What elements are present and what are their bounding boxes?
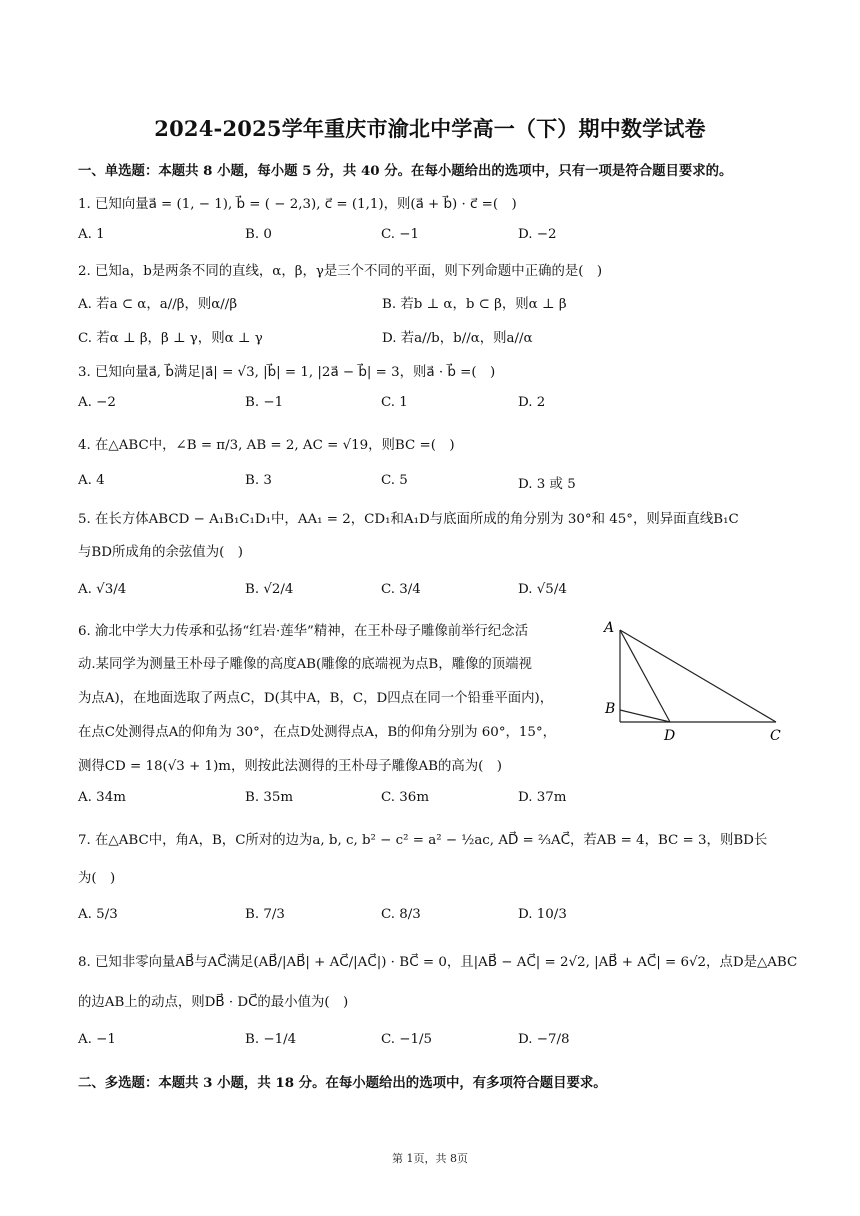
question-4-stem: 4. 在△ABC中，∠B = π/3, AB = 2, AC = √19，则BC =( ) bbox=[78, 438, 455, 453]
question-1-option-a[interactable]: A. 1 bbox=[78, 227, 105, 242]
question-1-option-c[interactable]: C. −1 bbox=[381, 227, 420, 242]
question-6-line3: 为点A)，在地面选取了两点C，D(其中A，B，C，D四点在同一个铅垂平面内)， bbox=[78, 691, 554, 706]
label-d: D bbox=[664, 728, 676, 744]
question-3-option-d[interactable]: D. 2 bbox=[518, 395, 546, 410]
question-5-option-b[interactable]: B. √2/4 bbox=[245, 582, 294, 597]
question-1-option-d[interactable]: D. −2 bbox=[518, 227, 557, 242]
question-5-options bbox=[78, 582, 798, 602]
question-2-option-b[interactable]: B. 若b ⊥ α，b ⊂ β，则α ⊥ β bbox=[382, 297, 567, 312]
question-1-option-b[interactable]: B. 0 bbox=[245, 227, 272, 242]
question-2-options-row1 bbox=[78, 293, 798, 313]
question-7-option-b[interactable]: B. 7/3 bbox=[245, 907, 285, 922]
question-6-option-d[interactable]: D. 37m bbox=[518, 790, 567, 805]
question-8-option-b[interactable]: B. −1/4 bbox=[245, 1032, 297, 1047]
question-4-options bbox=[78, 473, 798, 493]
exam-title: 2024-2025学年重庆市渝北中学高一（下）期中数学试卷 bbox=[154, 116, 706, 141]
segment-ac bbox=[620, 630, 776, 722]
question-3-option-c[interactable]: C. 1 bbox=[381, 395, 408, 410]
question-2-option-a[interactable]: A. 若a ⊂ α，a//β，则α//β bbox=[78, 297, 238, 312]
question-1-stem: 1. 已知向量a⃗ = (1, − 1), b⃗ = ( − 2,3), c⃗ = (1,1)，则(a⃗ + b⃗) · c⃗ =( ) bbox=[78, 197, 517, 212]
question-7-option-c[interactable]: C. 8/3 bbox=[381, 907, 421, 922]
question-7-stem-line1: 7. 在△ABC中，角A，B，C所对的边为a, b, c, b² − c² = a² − ½ac, AD⃗ = ⅔AC⃗，若AB = 4，BC = 3，则BD长 bbox=[78, 833, 768, 848]
question-5-option-d[interactable]: D. √5/4 bbox=[518, 582, 567, 597]
question-4-option-a[interactable]: A. 4 bbox=[78, 473, 105, 488]
label-b: B bbox=[605, 701, 616, 717]
question-6-line2: 动.某同学为测量王朴母子雕像的高度AB(雕像的底端视为点B，雕像的顶端视 bbox=[78, 657, 532, 672]
question-6-option-c[interactable]: C. 36m bbox=[381, 790, 430, 805]
question-7-option-d[interactable]: D. 10/3 bbox=[518, 907, 567, 922]
question-4-option-c[interactable]: C. 5 bbox=[381, 473, 408, 488]
question-2-stem: 2. 已知a，b是两条不同的直线，α，β，γ是三个不同的平面，则下列命题中正确的是( ) bbox=[78, 264, 603, 279]
question-8-options bbox=[78, 1032, 798, 1052]
question-8-option-c[interactable]: C. −1/5 bbox=[381, 1032, 433, 1047]
question-8-option-a[interactable]: A. −1 bbox=[78, 1032, 116, 1047]
question-3-stem: 3. 已知向量a⃗, b⃗满足|a⃗| = √3, |b⃗| = 1, |2a⃗ − b⃗| = 3，则a⃗ · b⃗ =( ) bbox=[78, 365, 496, 380]
question-8-stem-line1: 8. 已知非零向量AB⃗与AC⃗满足(AB⃗/|AB⃗| + AC⃗/|AC⃗|) · BC⃗ = 0，且|AB⃗ − AC⃗| = 2√2, |AB⃗ + AC⃗| = 6√2，点D是△ABC bbox=[78, 955, 798, 970]
section-single-choice-heading: 一、单选题：本题共 8 小题，每小题 5 分，共 40 分。在每小题给出的选项中，只有一项是符合题目要求的。 bbox=[78, 163, 733, 179]
segment-bd bbox=[620, 710, 670, 722]
question-6-line1: 6. 渝北中学大力传承和弘扬“红岩·莲华”精神，在王朴母子雕像前举行纪念活 bbox=[78, 624, 529, 639]
question-4-option-b[interactable]: B. 3 bbox=[245, 473, 272, 488]
question-5-stem-line1: 5. 在长方体ABCD − A₁B₁C₁D₁中，AA₁ = 2，CD₁和A₁D与底面所成的角分别为 30°和 45°，则异面直线B₁C bbox=[78, 512, 739, 527]
question-3-option-b[interactable]: B. −1 bbox=[245, 395, 284, 410]
question-6-options bbox=[78, 790, 798, 810]
question-5-option-a[interactable]: A. √3/4 bbox=[78, 582, 127, 597]
question-5-stem-line2: 与BD所成角的余弦值为( ) bbox=[78, 545, 243, 560]
page-footer: 第 1页，共 8页 bbox=[392, 1152, 468, 1165]
question-3-options bbox=[78, 395, 798, 415]
question-2-options-row2 bbox=[78, 327, 798, 347]
question-4-option-d[interactable]: D. 3 或 5 bbox=[518, 477, 576, 492]
question-3-option-a[interactable]: A. −2 bbox=[78, 395, 116, 410]
question-2-option-d[interactable]: D. 若a//b，b//α，则a//α bbox=[382, 331, 533, 346]
label-a: A bbox=[604, 620, 615, 636]
section-multiple-choice-heading: 二、多选题：本题共 3 小题，共 18 分。在每小题给出的选项中，有多项符合题目要求。 bbox=[78, 1075, 607, 1091]
question-5-option-c[interactable]: C. 3/4 bbox=[381, 582, 421, 597]
question-6-option-a[interactable]: A. 34m bbox=[78, 790, 126, 805]
question-6-option-b[interactable]: B. 35m bbox=[245, 790, 294, 805]
question-7-option-a[interactable]: A. 5/3 bbox=[78, 907, 118, 922]
question-8-option-d[interactable]: D. −7/8 bbox=[518, 1032, 570, 1047]
question-2-option-c[interactable]: C. 若α ⊥ β，β ⊥ γ，则α ⊥ γ bbox=[78, 331, 263, 346]
label-c: C bbox=[770, 728, 781, 744]
statue-measurement-figure bbox=[600, 616, 800, 746]
segment-ad bbox=[620, 630, 670, 722]
question-7-stem-line2: 为( ) bbox=[78, 871, 116, 886]
question-6-line4: 在点C处测得点A的仰角为 30°，在点D处测得点A，B的仰角分别为 60°，15°， bbox=[78, 725, 557, 740]
question-6-line5: 测得CD = 18(√3 + 1)m，则按此法测得的王朴母子雕像AB的高为( ) bbox=[78, 759, 502, 774]
question-8-stem-line2: 的边AB上的动点，则DB⃗ · DC⃗的最小值为( ) bbox=[78, 995, 349, 1010]
question-1-options bbox=[78, 227, 798, 247]
question-7-options bbox=[78, 907, 798, 927]
